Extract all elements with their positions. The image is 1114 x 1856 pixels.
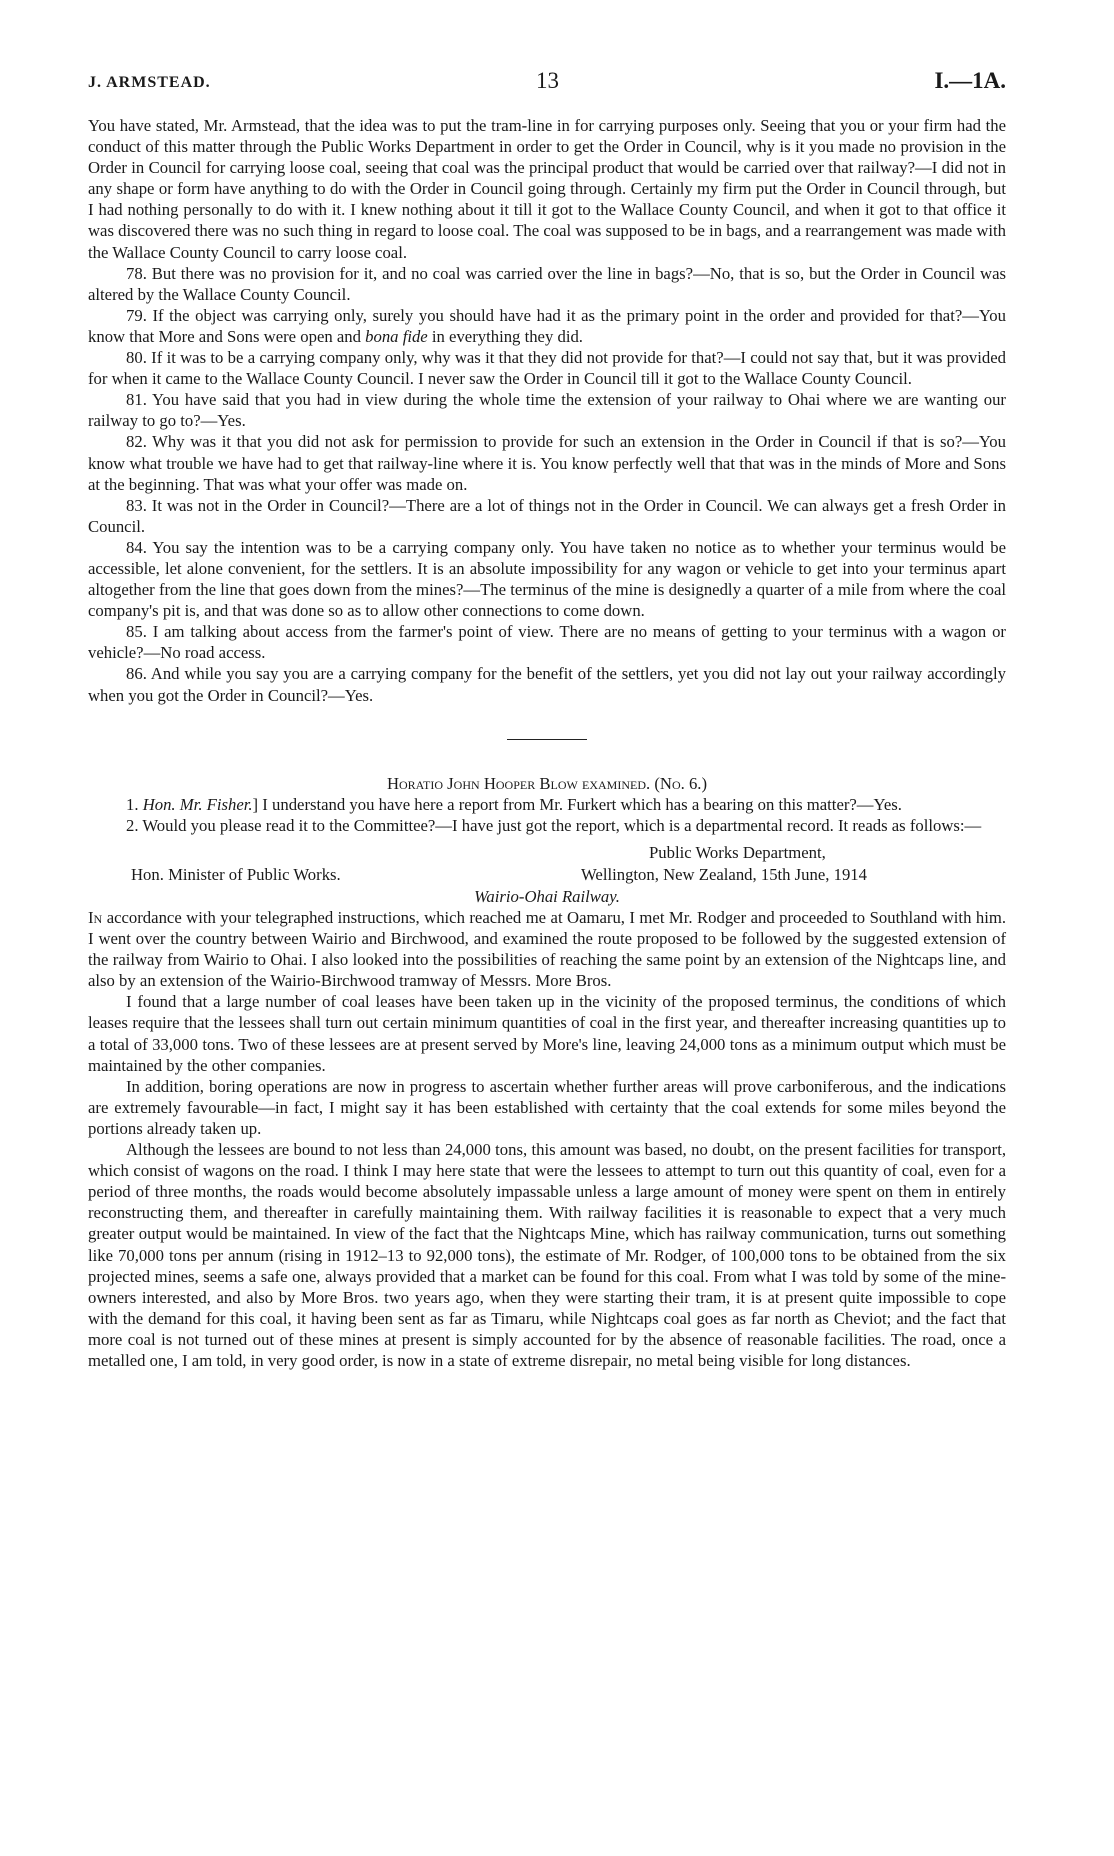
- page-number: 13: [536, 68, 559, 93]
- question-83: 83. It was not in the Order in Council?—There are a lot of things not in the Order in Council. We can always get a fresh Order in Council.: [88, 495, 1006, 536]
- blow-question-2: 2. Would you please read it to the Committee?—I have just got the report, which is a departmental record. It reads as follows:—: [126, 815, 982, 835]
- letter-opening-word: In: [88, 908, 103, 927]
- letter-paragraph-2: I found that a large number of coal leases have been taken up in the vicinity of the proposed terminus, the conditions of which leases require that the lessees shall turn out certain minimum quantities of coal in the first year, and thereafter increasing quantities up to a total of 33,000 tons. Two of these lessees are at present served by More's line, leaving 24,000 tons as a minimum output which must be maintained by the other companies.: [88, 992, 1006, 1075]
- letter-department: Public Works Department,: [649, 842, 826, 862]
- letter-title: Wairio-Ohai Railway.: [474, 886, 620, 906]
- page-header: [88, 66, 1006, 94]
- letter-paragraph-1: [88, 907, 1006, 991]
- blow-question-1: [88, 794, 1006, 815]
- question-78: 78. But there was no provision for it, and no coal was carried over the line in bags?—No, that is so, but the Order in Council was altered by the Wallace County Council.: [88, 263, 1006, 304]
- question-86: 86. And while you say you are a carrying company for the benefit of the settlers, yet you did not lay out your railway accordingly when you got the Order in Council?—Yes.: [88, 664, 1006, 705]
- blow-q1-number: 1.: [126, 794, 143, 814]
- question-79: [88, 305, 1006, 347]
- letter-place-date: Wellington, New Zealand, 15th June, 1914: [581, 864, 867, 884]
- blow-q1-speaker: Hon. Mr. Fisher.: [142, 794, 253, 814]
- letter-heading: [88, 842, 1006, 886]
- intro-paragraph: You have stated, Mr. Armstead, that the idea was to put the tram-line in for carrying purposes only. Seeing that you or your firm had the conduct of this matter through the Public Works Department in order to get the Order in Council, why is it you made no provision in the Order in Council for carrying loose coal, seeing that coal was the principal product that would be carried over that railway?—I did not in any shape or form have anything to do with the Order in Council going through. Certainly my firm put the Order in Council through, but I had nothing personally to do with it. I knew nothing about it till it got to the Wallace County Council, and when it got to that office it was discovered there was no such thing in regard to loose coal. The coal was supposed to be in bags, and a rearrangement was made with the Wallace County Council to carry loose coal.: [88, 116, 1006, 262]
- question-84: 84. You say the intention was to be a carrying company only. You have taken no notice as to whether your terminus would be accessible, let alone convenient, for the settlers. It is an absolute impossibility for any wagon or vehicle to get into your terminus apart altogether from the line that goes down from the mines?—The terminus of the mine is designedly a quarter of a mile from where the coal company's pit is, and that was done so as to allow other connections to come down.: [88, 537, 1006, 621]
- witness-name: J. ARMSTEAD.: [88, 74, 211, 91]
- page-body: [88, 115, 1006, 1371]
- question-82: 82. Why was it that you did not ask for permission to provide for such an extension in the Order in Council if that is so?—You know what trouble we have had to get that railway-line where it is. You know perfectly well that that was in the minds of More and Sons at the beginning. That was what your offer was made on.: [88, 432, 1006, 494]
- question-85: 85. I am talking about access from the farmer's point of view. There are no means of getting to your terminus with a wagon or vehicle?—No road access.: [88, 622, 1006, 663]
- letter-addressee: Hon. Minister of Public Works.: [131, 864, 341, 884]
- document-reference: I.—1A.: [934, 68, 1006, 93]
- question-81: 81. You have said that you had in view during the whole time the extension of your railway to Ohai where we are wanting our railway to go to?—Yes.: [88, 390, 1006, 431]
- section-divider: [507, 739, 587, 740]
- letter-opening-text: accordance with your telegraphed instructions, which reached me at Oamaru, I met Mr. Rodger and proceeded to Southland with him. I went over the country between Wairio and Birchwood, and examined the route proposed to be followed by the suggested extension of the railway from Wairio to Ohai. I also looked into the possibilities of reaching the same point by an extension of the Nightcaps line, and also by an extension of the Wairio-Birchwood tramway of Messrs. More Bros.: [88, 908, 1006, 991]
- q79-italic: bona fide: [365, 326, 428, 346]
- question-80: 80. If it was to be a carrying company only, why was it that they did not provide for that?—I could not say that, but it was provided for when it came to the Wallace County Council. I never saw the Order in Council till it got to the Wallace County Council.: [88, 348, 1006, 389]
- q79-text-a: 79. If the object was carrying only, surely you should have had it as the primary point in the order and provided for that?—You know that More and Sons were open and: [88, 305, 1006, 346]
- blow-q1-text: ] I understand you have here a report from Mr. Furkert which has a bearing on this matter?—Yes.: [252, 794, 902, 814]
- letter-paragraph-4: Although the lessees are bound to not less than 24,000 tons, this amount was based, no doubt, on the present facilities for transport, which consist of wagons on the road. I think I may here state that were the lessees to attempt to turn out this quantity of coal, even for a period of three months, the roads would become absolutely impassable unless a large amount of money were spent on them in entirely reconstructing them, and thereafter in carefully maintaining them. With railway facilities it is reasonable to expect that a very much greater output would be maintained. In view of the fact that the Nightcaps Mine, which has railway communication, turns out something like 70,000 tons per annum (rising in 1912–13 to 92,000 tons), the estimate of Mr. Rodger, of 100,000 tons to be obtained from the six projected mines, seems a safe one, always provided that a market can be found for this coal. From what I was told by some of the mine-owners interested, and also by More Bros. two years ago, when they were starting their tram, it is at present quite impossible to cope with the demand for this coal, it having been sent as far as Timaru, while Nightcaps coal goes as far north as Cheviot; and the fact that more coal is not turned out of these mines at present is simply accounted for by the absence of reasonable facilities. The road, once a metalled one, I am told, in very good order, is now in a state of extreme disrepair, no metal being visible for long distances.: [88, 1140, 1006, 1370]
- letter-paragraph-3: In addition, boring operations are now in progress to ascertain whether further areas will prove carboniferous, and the indications are extremely favourable—in fact, I might say it has been established with certainty that the coal extends for some miles beyond the portions already taken up.: [88, 1076, 1006, 1138]
- examination-heading: Horatio John Hooper Blow examined. (No. 6.): [386, 773, 708, 793]
- q79-text-b: in everything they did.: [427, 326, 583, 346]
